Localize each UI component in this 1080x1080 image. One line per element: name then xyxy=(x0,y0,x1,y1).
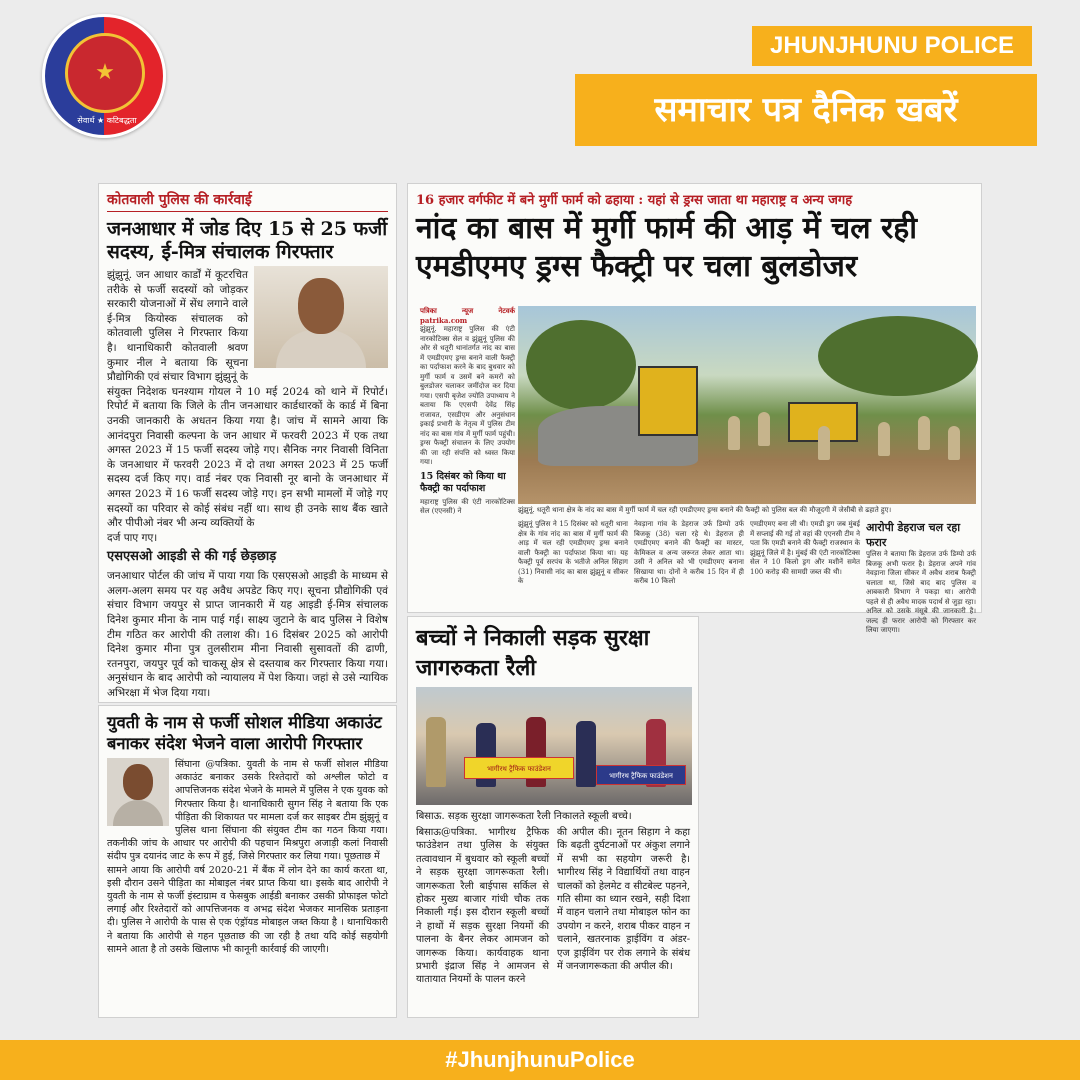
clip-left-body: झुंझुनूं. महाराष्ट्र पुलिस की एंटी नारकोटिक्स सेल व झुंझुनूं पुलिस की ओर से धतूरी थानांतर्गत नांद का बास में एमडीएमए ड्रग्स बनाने वाली फैक्ट्री का पर्दाफाश करने के बाद बुधवार को मुर्गी फार्म व उसमें बने कमरों को बुलडोजर चलाकर जमींदोज कर दिया गया। एसपी बृजेश ज्योति उपाध्याय ने बताया कि एएसपी देवेंद्र सिंह राजावत, एसडीएम और अनुसंधान इकाई प्रभारी के नेतृत्व में पुलिस टीम नांद का बास गांव में मुर्गी फार्म पहुंची। ड्रग्स फैक्ट्री संचालन के लिए उपयोग की जा रही संपत्ति को ध्वस्त किया गया। xyxy=(420,325,515,466)
accused-photo xyxy=(254,266,388,368)
clip-body-col2: की अपील की। नूतन सिहाग ने कहा कि बढ़ती दुर्घटनाओं पर अंकुश लगाने में सभी का सहयोग जरूरी है। भागीरथ सिंह ने विद्यार्थियों तथा वाहन चालकों को हेलमेट व सीटबेल्ट पहनने, गति सीमा का ध्यान रखने, सही दिशा में वाहन चलाने तथा मोबाइल फोन का उपयोग न करने, शराब पीकर वाहन न चलाने, खतरनाक ड्राईविंग व अंडर-एज ड्राईविंग पर रोक लगाने के संबंध में जनजागरूकता की अपील की। xyxy=(557,827,690,973)
police-logo xyxy=(42,14,166,138)
clip-body-b4: पुलिस ने बताया कि डेहराज उर्फ डिम्पो उर्फ बिजकू अभी फरार है। डेहराज अपने गांव नेवड़ाना जिला सीकर में अवैध शराब फैक्ट्री चलाता था, जिसे बाद बाद पुलिस व आबकारी विभाग ने पकड़ा था। आरोपी पहले से ही अवैध मादक पदार्थ से जुड़ा रहा। अनिल को उसके मंसूबे की जानकारी है। जल्द ही फरार आरोपी को गिरफ्तार कर लिया जाएगा। xyxy=(866,550,976,634)
photo-caption: बिसाऊ. सड़क सुरक्षा जागरूकता रैली निकालते स्कूली बच्चे। xyxy=(416,811,632,822)
clip-body-col2-top: दर्ज पाए गए। xyxy=(107,531,158,544)
page-headline: समाचार पत्र दैनिक खबरें xyxy=(575,74,1037,146)
clip-body-b2: नेवड़ाना गांव के डेहराज उर्फ डिम्पो उर्फ बिजकू (38) चला रहे थे। डेहराज ही एमडीएमए बनाने की फैक्ट्री का मास्टर, केमिकल व अन्य जरूरत लेकर आता था। उसी ने अनिल को भी एमडीएमए बनाना सिखाया था। दोनों ने करीब 15 दिन में ही करीब 10 किलो xyxy=(634,520,744,585)
news-clip-janaadhar xyxy=(98,183,397,703)
clip-kicker: कोतवाली पुलिस की कार्रवाई xyxy=(107,190,388,212)
brand-label: JHUNJHUNU POLICE xyxy=(752,26,1032,66)
rally-banner: भागीरथ ट्रैफिक फाउंडेशन xyxy=(596,765,686,785)
accused-photo xyxy=(107,758,169,826)
clip-title: जनआधार में जोड दिए 15 से 25 फर्जी सदस्य, ई-मित्र संचालक गिरफ्तार xyxy=(107,218,388,263)
clip-left-tail: महाराष्ट्र पुलिस की एंटी नारकोटिक्स सेल (एएनसी) ने xyxy=(420,497,515,515)
clip-body-col1: सिंघाना @पत्रिका. युवती के नाम से फर्जी सोशल मीडिया अकाउंट बनाकर उसके रिश्तेदारों को अश्लील फोटो व आपत्तिजनक संदेश भेजने के मामले में पुलिस ने एक युवक को गिरफ्तार किया है। थानाधिकारी सुगन सिंह ने बताया कि एक पीड़िता की शिकायत पर मामला दर्ज कर साइबर टीम झुंझुनूं व पुलिस थाना सिंघाना की संयुक्त टीम का गठन किया गया। तकनीकी जांच के आधार पर आरोपी की पहचान मिश्रपुरा अजाड़ी कलां निवासी संदीप पुत्र दयानंद जाट के रूप में हुई, जिसे गिरफ्तार कर लिया गया। पूछताछ में xyxy=(107,759,388,863)
clip-title: युवती के नाम से फर्जी सोशल मीडिया अकाउंट बनाकर संदेश भेजने वाला आरोपी गिरफ्तार xyxy=(107,713,382,753)
footer-hashtag: #JhunjhunuPolice xyxy=(0,1040,1080,1080)
clip-body-b3: एमडीएमए बना ली थी। एमडी ड्रग जब मुंबई में सप्लाई की गई तो वहां की एएनसी टीम ने पता कि एमडी बनाने की फैक्ट्री राजस्थान के झुंझुनूं जिले में है। मुंबई की एंटी नारकोटिक्स सेल ने 10 किलो ड्रग और मशीनें समेत 100 करोड़ की सामग्री जब्त की थी। xyxy=(750,520,860,576)
clip-body-col1: बिसाऊ@पत्रिका. भागीरथ ट्रैफिक फाउंडेशन तथा पुलिस के संयुक्त तत्वावधान में बुधवार को स्कूली बच्चों ने सड़क सुरक्षा जागरूकता रैली। जागरूकता रैली बाईपास सर्किल से होकर मुख्य बाजार गांधी चौक तक निकाली गई। इस दौरान स्कूली बच्चों ने हाथों में सड़क सुरक्षा नियमों की पालना के बैनर लेकर आमजन को जागरूक किया। कार्यवाहक थाना प्रभारी इंद्राज सिंह ने आमजन से यातायात नियमों के पालन करने xyxy=(416,827,549,986)
clip-source: पत्रिका न्यूज नेटवर्क patrika.com xyxy=(420,306,515,325)
photo-caption: झुंझुनूं. धतूरी थाना क्षेत्र के नांद का बास में मुर्गी फार्म में चल रही एमडीएमए ड्रग्स बनाने की फैक्ट्री को पुलिस बल की मौजूदगी में जेसीबी से ढहाते हुए। xyxy=(518,506,892,514)
clip-right-subhead: आरोपी डेहराज चल रहा फरार xyxy=(866,521,961,549)
clip-body-col1: झुंझुनूं. जन आधार कार्डों में कूटरचित तरीके से फर्जी सदस्यों को जोड़कर सरकारी योजनाओं में सेंध लगाने वाले ई-मित्र कियोस्क संचालक को कोतवाली पुलिस ने गिरफ्तार किया है। थानाधिकारी कोतवाली श्रवण कुमार नील ने बताया कि सूचना प्रौद्योगिकी एवं संचार विभाग झुंझुनूं के संयुक्त निदेशक घनश्याम गोयल ने 10 मई 2024 को थाने में रिपोर्ट। रिपोर्ट में बताया कि जिले के तीन जनआधार कार्डधारकों के कार्ड में बिना उनकी जानकारी के अधतन किया गया है। जांच में सामने आया कि आनंदपुरा निवासी कल्पना के जन आधार में फरवरी 2023 में एक तथा अगस्त 2023 में 15 फर्जी सदस्य जोड़े गए। सैनिक नगर निवासी विनिता के जनआधार में फरवरी 2023 में दो तथा अगस्त 2023 में 25 फर्जी सदस्य दर्ज किए गए। वार्ड नंबर एक निवासी नूर बानो के जनआधार में अगस्त 2023 में 16 फर्जी सदस्य जोड़े गए। इन सभी मामलों में जोड़े गए सदस्यों का परिवार से कोई संबंध नहीं था। साथ ही उनके साथ बैंक खाते और पीपीओ नंबर भी अन्य व्यक्तियों के xyxy=(107,269,388,530)
demolition-photo xyxy=(518,306,976,504)
clip-body-col2: सामने आया कि आरोपी वर्ष 2020-21 में बैंक में लोन देने का कार्य करता था, इसी दौरान उसने पीड़िता का मोबाइल नंबर प्राप्त किया था। इसके बाद आरोपी ने युवती के नाम से फर्जी इंस्टाग्राम व फेसबुक आईडी बनाकर उसकी प्रोफाइल फोटो लगाई और रिश्तेदारों को आपत्तिजनक व अभद्र संदेश भेजकर मानसिक प्रताड़ना दी। पुलिस ने आरोपी के पास से एक एंड्रॉयड मोबाइल जब्त किया है । थानाधिकारी ने बताया कि आरोपी से गहन पूछताछ की जा रही है तथा यदि कोई सहयोगी सामने आता है तो उसके खिलाफ भी कानूनी कार्रवाई की जाएगी। xyxy=(107,864,388,955)
rally-photo xyxy=(416,687,692,805)
clip-left-subhead: 15 दिसंबर को किया था फैक्ट्री का पर्दाफाश xyxy=(420,470,506,494)
clip-title: नांद का बास में मुर्गी फार्म की आड़ में चल रही एमडीएमए ड्रग्स फैक्ट्री पर चला बुलडोजर xyxy=(416,211,917,284)
news-clip-fake-social xyxy=(98,705,397,1018)
clip-kicker: 16 हजार वर्गफीट में बने मुर्गी फार्म को ढहाया : यहां से ड्रग्स जाता था महाराष्ट्र व अन्य जगह xyxy=(416,193,853,208)
clip-body-col2: जनआधार पोर्टल की जांच में पाया गया कि एसएसओ आइडी के माध्यम से अलग-अलग समय पर यह अवैध अपडेट किए गए। सूचना प्रौद्योगिकी एवं संचार विभाग जयपुर से प्राप्त जानकारी में यह आइडी ई-मित्र संचालक दिनेश कुमार मीना के नाम पाई गई। साक्ष्य जुटाने के बाद पुलिस ने विशेष टीम गठित कर आरोपी की तलाश की। 16 दिसंबर 2025 को आरोपी दिनेश कुमार मीना पुत्र तुलसीराम मीना निवासी सुसावतों की ढाणी, रतनपुरा, जयपुर पूर्व को चाकसू क्षेत्र से दस्तयाब कर गिरफ्तार किया गया। अनुसंधान के बाद आरोपी को न्यायालय में पेश किया। जहां से उसे न्यायिक अभिरक्षा में भेज दिया गया। xyxy=(107,570,388,700)
rally-banner: भागीरथ ट्रैफिक फाउंडेशन xyxy=(464,757,574,779)
news-clip-road-safety xyxy=(407,616,699,1018)
clip-left-column xyxy=(420,306,515,517)
news-clip-drug-factory xyxy=(407,183,982,634)
logo-motto: सेवार्थ ★ कटिबद्धता xyxy=(77,116,137,125)
clip-title: बच्चों ने निकाली सड़क सुरक्षा जागरुकता रैली xyxy=(416,625,650,681)
star-icon: ★ xyxy=(95,60,115,85)
clip-body-b1: झुंझुनूं पुलिस ने 15 दिसंबर को धतूरी थाना क्षेत्र के गांव नांद का बास में मुर्गी फार्म की आड़ में चल रही एमडीएमए ड्रग्स बनाने वाली फैक्ट्री का पर्दाफाश किया था। यह फैक्ट्री पूर्व सरपंच के भतीजे अनिल सिहाग (31) निवासी नांद का बास झुंझुनूं व सीकर के xyxy=(518,520,628,585)
clip-subhead: एसएसओ आइडी से की गई छेड़छाड़ xyxy=(107,549,277,565)
